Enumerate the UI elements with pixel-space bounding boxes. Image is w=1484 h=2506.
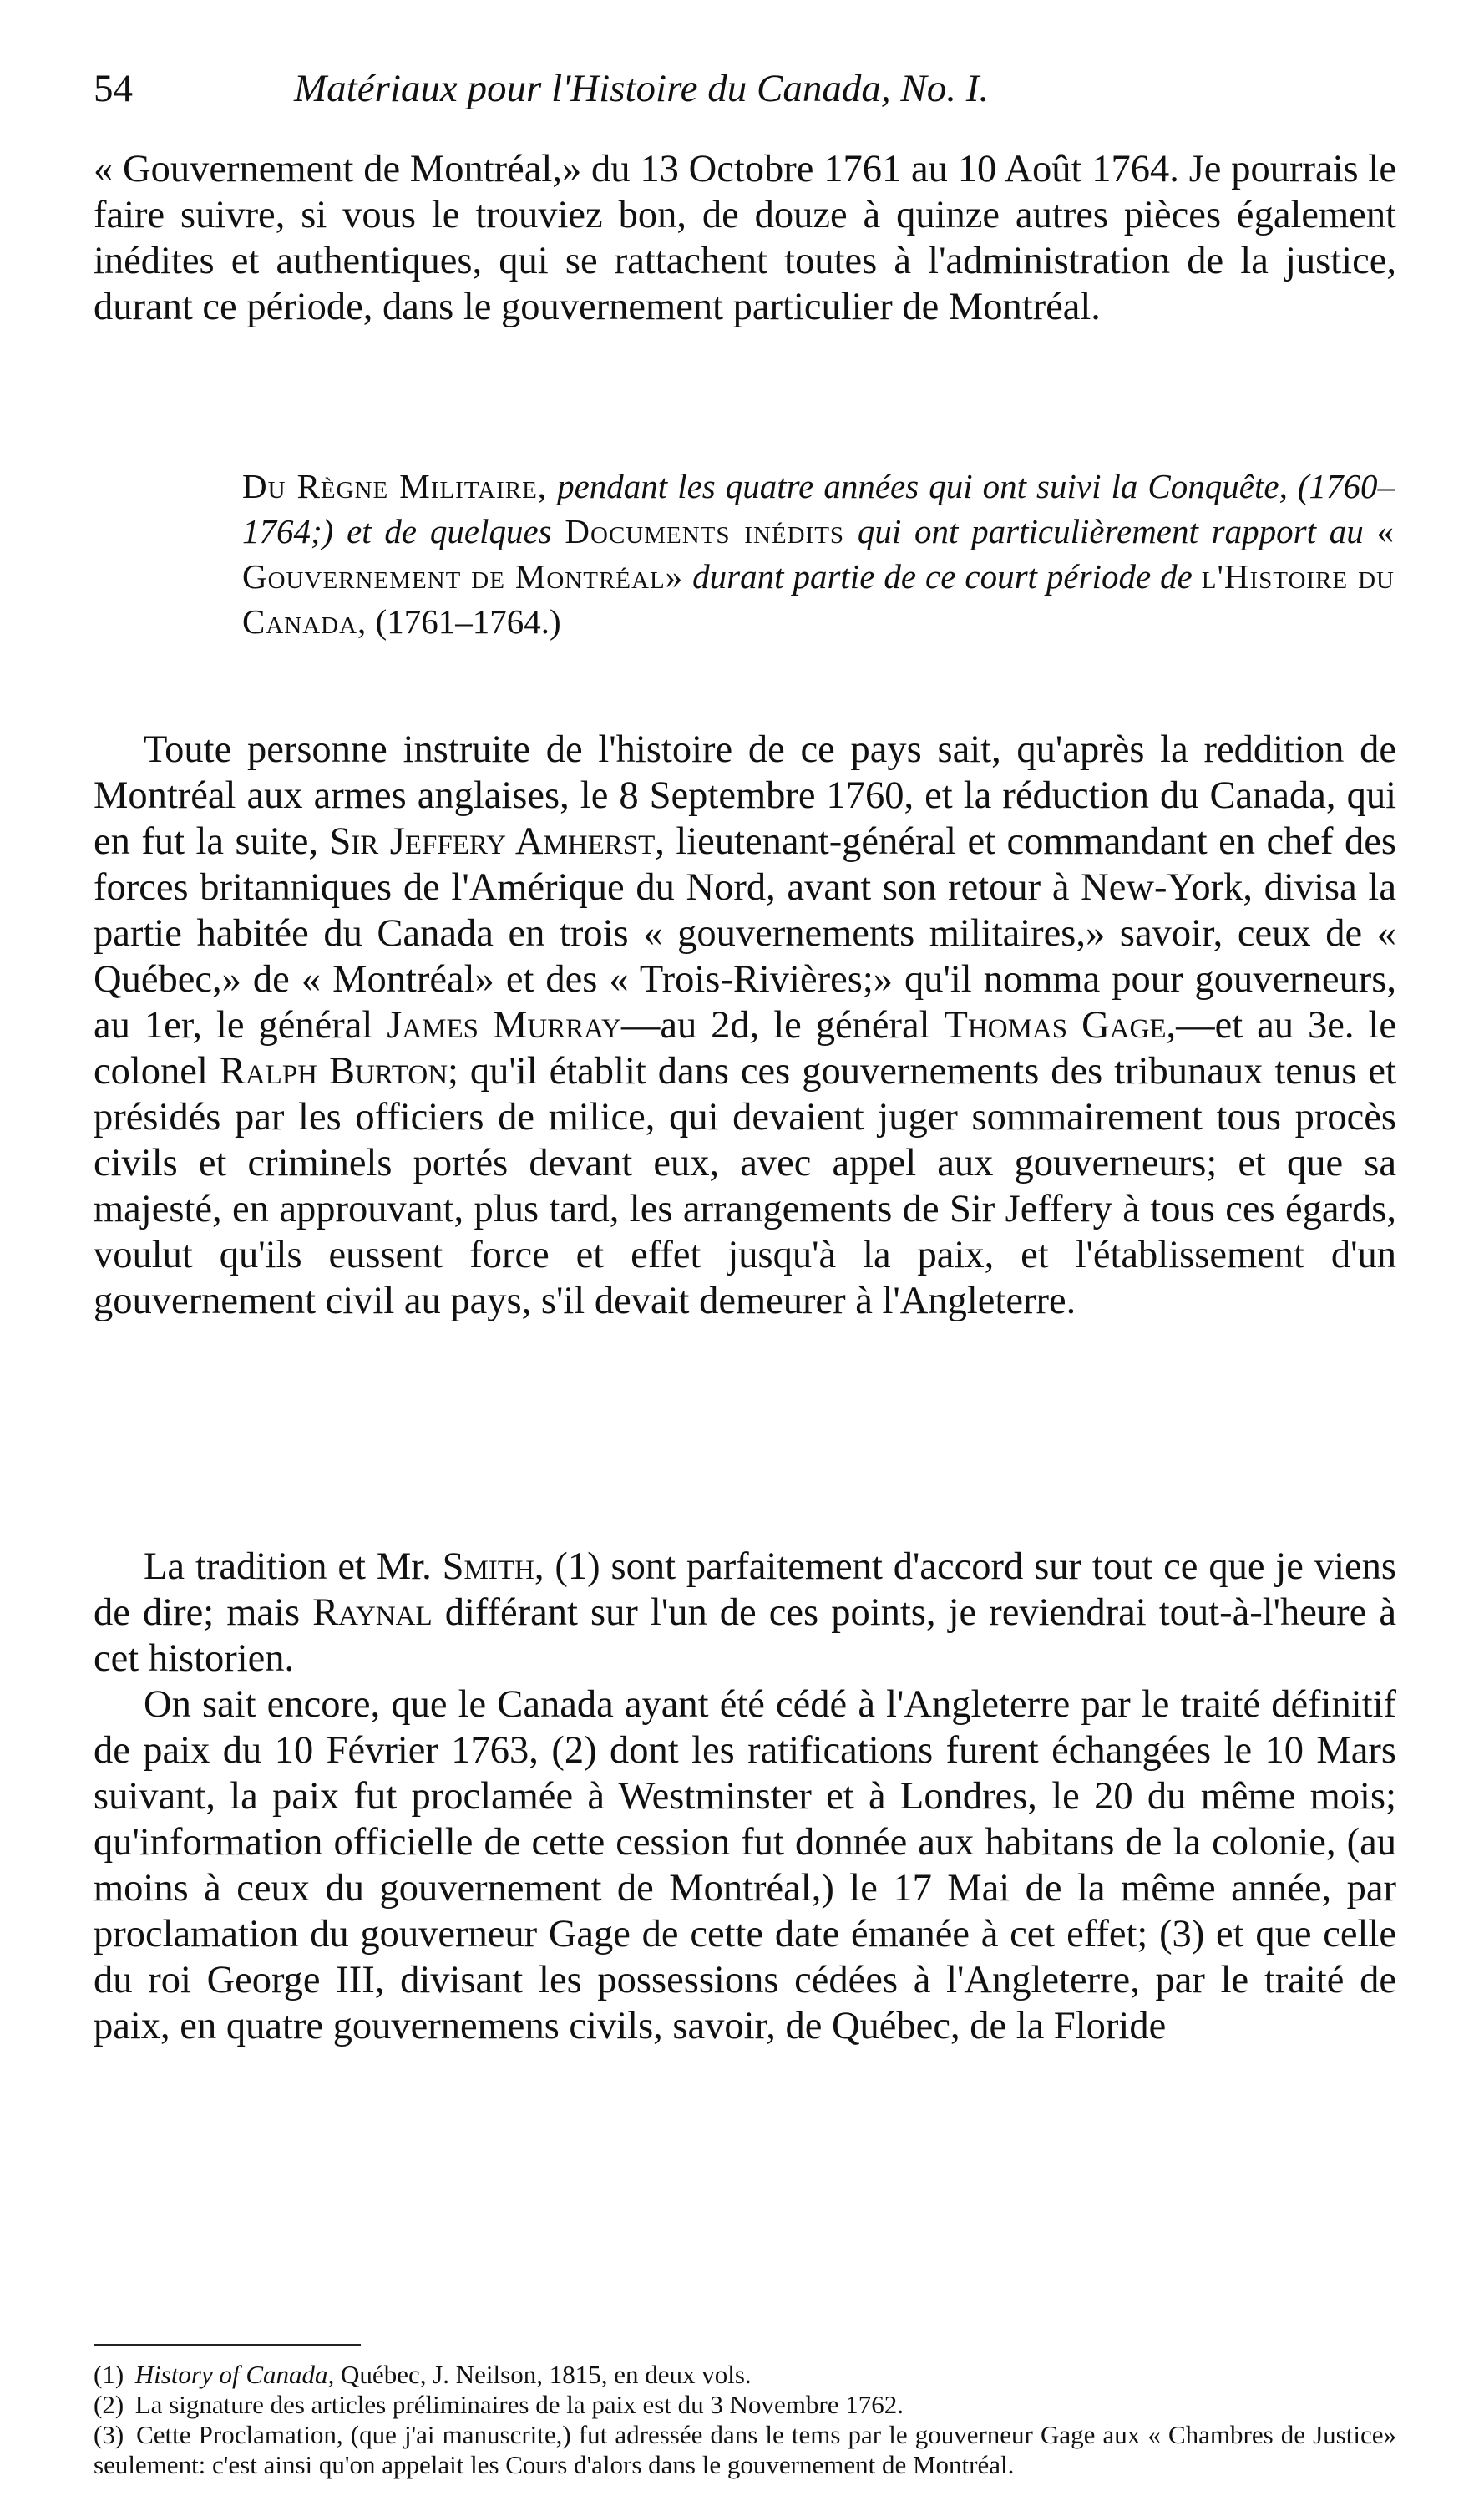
para2-name-burton: Ralph Burton; (219, 1050, 458, 1093)
heading-part-3: Documents inédits (565, 512, 845, 550)
footnote-1-italic: History of Canada, (134, 2360, 335, 2389)
heading-part-8: (1761–1764.) (367, 602, 561, 641)
footnote-2-text: La signature des articles préliminaires de la paix est du 3 Novembre 1762. (134, 2390, 904, 2419)
section-heading (242, 464, 1395, 644)
para2-name-murray: James Murray (387, 1004, 621, 1047)
footnote-rule (94, 2344, 361, 2346)
para3-name-raynal: Raynal (312, 1591, 433, 1634)
para2-text-4: —et au 3e. le colonel (94, 1004, 1396, 1093)
footnote-1-text: Québec, J. Neilson, 1815, en deux vols. (334, 2360, 752, 2389)
footnote-3 (94, 2420, 1396, 2480)
para2-name-amherst: Sir Jeffery Amherst, (329, 820, 665, 863)
footnote-3-text: Cette Proclamation, (que j'ai manuscrite,) fut adressée dans le tems par le gouverneur Gage aux « Chambres de Justice» seulement: c'est ainsi qu'on appelait les Cours d'alors dans le gouvernement de Montréal. (94, 2420, 1396, 2479)
footnote-3-mark: (3) (94, 2420, 124, 2449)
heading-part-4: qui ont particulièrement rapport au (844, 512, 1377, 550)
para3-text-3: différant sur l'un de ces points, je reviendrai tout-à-l'heure à cet historien. (94, 1591, 1396, 1680)
para2-text-1: Toute personne instruite de l'histoire de ce pays sait, qu'après la reddition de Montréal aux armes anglaises, le 8 Septembre 1760, et la réduction du Canada, qui en fut la suite, (94, 728, 1396, 863)
para3-text-1: La tradition et Mr. (144, 1545, 443, 1588)
page-header (94, 55, 1396, 122)
footnote-1-mark: (1) (94, 2360, 124, 2389)
para3-name-smith: Smith, (442, 1545, 544, 1588)
paragraph-2 (94, 727, 1396, 1324)
para2-text-2: lieutenant-général et commandant en chef des forces britanniques de l'Amérique du Nord, avant son retour à New-York, divisa la partie habitée du Canada en trois « gouvernements militaires,» savoir, ceux de « Québec,» de « Montréal» et des « Trois-Rivières;» qu'il nomma pour gouverneurs, au 1er, le général (94, 820, 1396, 1047)
footnote-2 (94, 2390, 1396, 2420)
heading-part-5: « Gouvernement de Montréal» (242, 512, 1395, 596)
heading-part-7: l'Histoire du Canada, (242, 557, 1395, 641)
para2-text-3: —au 2d, le général (620, 1004, 945, 1047)
paragraph-1: « Gouvernement de Montréal,» du 13 Octobre 1761 au 10 Août 1764. Je pourrais le faire suivre, si vous le trouviez bon, de douze à quinze autres pièces également inédites et authentiques, qui se rattachent toutes à l'administration de la justice, durant ce période, dans le gouvernement particulier de Montréal. (94, 148, 1396, 328)
running-title: Matériaux pour l'Histoire du Canada, No. I. (294, 67, 990, 110)
footnotes (94, 2360, 1396, 2480)
footnote-2-mark: (2) (94, 2390, 124, 2419)
para2-text-5: qu'il établit dans ces gouvernements des tribunaux tenus et présidés par les officiers de milice, qui devaient juger sommairement tous procès civils et criminels portés devant eux, avec appel aux gouverneurs; et que sa majesté, en approuvant, plus tard, les arrangements de Sir Jeffery à tous ces égards, voulut qu'ils eussent force et effet jusqu'à la paix, et l'établissement d'un gouvernement civil au pays, s'il devait demeurer à l'Angleterre. (94, 1050, 1396, 1322)
para2-name-gage: Thomas Gage, (944, 1004, 1177, 1047)
paragraph-3 (94, 1544, 1396, 1682)
heading-part-1: Du Règne Militaire, (242, 467, 548, 505)
heading-part-2: pendant les quatre années qui ont suivi la Conquête, (1760–1764;) et de quelques (242, 467, 1395, 550)
footnote-1 (94, 2360, 1396, 2390)
para3-text-2: (1) sont parfaitement d'accord sur tout ce que je viens de dire; mais (94, 1545, 1397, 1634)
heading-part-6: durant partie de ce court période de (683, 557, 1202, 596)
paragraph-4: On sait encore, que le Canada ayant été cédé à l'Angleterre par le traité définitif de paix du 10 Février 1763, (2) dont les ratifications furent échangées le 10 Mars suivant, la paix fut proclamée à Westminster et à Londres, le 20 du même mois; qu'information officielle de cette cession fut donnée aux habitans de la colonie, (au moins à ceux du gouvernement de Montréal,) le 17 Mai de la même année, par proclamation du gouverneur Gage de cette date émanée à cet effet; (3) et que celle du roi George III, divisant les possessions cédées à l'Angleterre, par le traité de paix, en quatre gouvernemens civils, savoir, de Québec, de la Floride (94, 1683, 1396, 2047)
page-number: 54 (94, 67, 133, 110)
